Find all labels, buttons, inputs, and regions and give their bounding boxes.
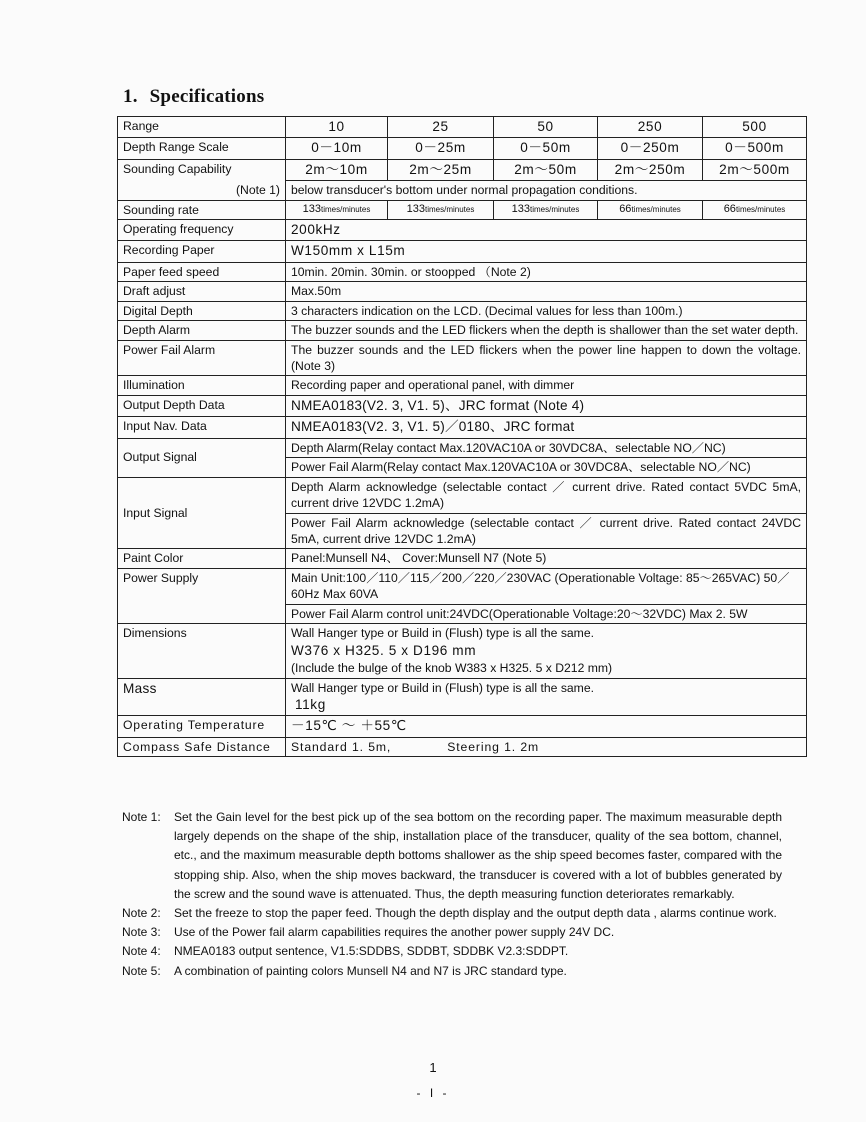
table-row xyxy=(118,376,807,395)
row-note-label: (Note 1) xyxy=(118,181,286,200)
table-cell: Depth Alarm(Relay contact Max.120VAC10A or 30VDC8A、selectable NO／NC) xyxy=(286,438,807,457)
table-row xyxy=(118,321,807,340)
table-row xyxy=(118,200,807,219)
note-label: Note 3: xyxy=(122,925,161,940)
dimensions-line: W376 x H325. 5 x D196 mm xyxy=(291,642,477,658)
table-row xyxy=(118,549,807,568)
note-text: Set the Gain level for the best pick up of the sea bottom on the recording paper. The maximum measurable depth largely depends on the shape of the ship, installation place of the transducer, quality of the sea bottom, channel, etc., and the maximum measurable depth bottoms shallower as the ship speed becomes faster, compared with the stopping ship. Also, when the ship moves backward, the transducer is covered with a lot of bubbles generated by the screw and the sound wave is attenuated. Thus, the depth measuring function deteriorates remarkably. xyxy=(174,810,782,901)
table-cell: 25 xyxy=(388,117,494,138)
row-label: Draft adjust xyxy=(118,282,286,301)
table-row xyxy=(118,241,807,262)
table-cell: Panel:Munsell N4、 Cover:Munsell N7 (Note 5) xyxy=(286,549,807,568)
note-item xyxy=(122,942,782,961)
table-cell: Power Fail Alarm control unit:24VDC(Operationable Voltage:20～32VDC) Max 2. 5W xyxy=(286,604,807,623)
table-row xyxy=(118,282,807,301)
table-cell: 0－500m xyxy=(703,138,807,159)
table-cell: －15℃ ～ ＋55℃ xyxy=(286,716,807,737)
row-label: Paper feed speed xyxy=(118,262,286,281)
table-row xyxy=(118,438,807,457)
table-cell: Power Fail Alarm(Relay contact Max.120VAC10A or 30VDC8A、selectable NO／NC) xyxy=(286,458,807,477)
table-cell: NMEA0183(V2. 3, V1. 5)／0180、JRC format xyxy=(286,417,807,438)
table-row xyxy=(118,477,807,513)
note-item xyxy=(122,904,782,923)
table-cell: 250 xyxy=(598,117,703,138)
note-text: A combination of painting colors Munsell N4 and N7 is JRC standard type. xyxy=(174,963,567,978)
compass-standard: Standard 1. 5m, xyxy=(291,739,392,754)
table-cell: Main Unit:100／110／115／200／220／230VAC (Operationable Voltage: 85～265VAC) 50／60Hz Max 60VA xyxy=(286,568,807,604)
row-label: Dimensions xyxy=(118,624,286,678)
table-cell: W150mm x L15m xyxy=(286,241,807,262)
table-row xyxy=(118,716,807,737)
table-row xyxy=(118,301,807,320)
row-label: Compass Safe Distance xyxy=(118,737,286,756)
table-cell: 2m～500m xyxy=(703,159,807,180)
table-cell: 2m～50m xyxy=(494,159,598,180)
table-cell: 133times/minutes xyxy=(494,200,598,219)
table-row xyxy=(118,678,807,716)
section-title: Specifications xyxy=(149,86,265,107)
row-label: Sounding Capability xyxy=(118,159,286,180)
note-text: Use of the Power fail alarm capabilities requires the another power supply 24V DC. xyxy=(174,925,615,940)
table-row xyxy=(118,262,807,281)
table-cell: 133times/minutes xyxy=(388,200,494,219)
row-label: Recording Paper xyxy=(118,241,286,262)
table-cell: 2m～25m xyxy=(388,159,494,180)
table-cell: Power Fail Alarm acknowledge (selectable contact ／ current drive. Rated contact 24VDC 5mA, current drive 12VDC 1.2mA) xyxy=(286,513,807,549)
table-cell: below transducer's bottom under normal propagation conditions. xyxy=(286,181,807,200)
table-cell xyxy=(286,678,807,716)
row-label: Operating Temperature xyxy=(118,716,286,737)
page-number: 1 xyxy=(429,1060,437,1075)
table-row xyxy=(118,138,807,159)
table-cell: 10min. 20min. 30min. or stoopped （Note 2) xyxy=(286,262,807,281)
note-item xyxy=(122,923,782,942)
table-cell: 0－10m xyxy=(286,138,388,159)
row-label: Depth Alarm xyxy=(118,321,286,340)
dimensions-line: (Include the bulge of the knob W383 x H325. 5 x D212 mm) xyxy=(291,661,613,676)
note-text: NMEA0183 output sentence, V1.5:SDDBS, SDDBT, SDDBK V2.3:SDDPT. xyxy=(174,944,569,959)
table-row xyxy=(118,181,807,200)
note-label: Note 5: xyxy=(122,963,161,978)
note-label: Note 1: xyxy=(122,810,161,824)
note-text: Set the freeze to stop the paper feed. Though the depth display and the output depth data , alarms continue work. xyxy=(174,906,777,921)
table-row xyxy=(118,340,807,376)
table-cell: 0－25m xyxy=(388,138,494,159)
note-label: Note 2: xyxy=(122,906,161,921)
table-cell: 66times/minutes xyxy=(703,200,807,219)
table-cell: NMEA0183(V2. 3, V1. 5)、JRC format (Note 4) xyxy=(286,395,807,416)
table-row xyxy=(118,624,807,678)
table-row xyxy=(118,117,807,138)
row-label: Paint Color xyxy=(118,549,286,568)
row-label: Sounding rate xyxy=(118,200,286,219)
row-label: Mass xyxy=(118,678,286,716)
table-row xyxy=(118,159,807,180)
note-item xyxy=(122,808,782,904)
table-cell: 66times/minutes xyxy=(598,200,703,219)
row-label: Input Signal xyxy=(118,477,286,549)
table-cell: Depth Alarm acknowledge (selectable contact ／ current drive. Rated contact 5VDC 5mA, current drive 12VDC 1.2mA) xyxy=(286,477,807,513)
row-label: Operating frequency xyxy=(118,219,286,240)
table-row xyxy=(118,219,807,240)
mass-line: 11kg xyxy=(295,697,326,713)
table-cell: 2m～10m xyxy=(286,159,388,180)
row-label: Output Signal xyxy=(118,438,286,477)
table-cell: Max.50m xyxy=(286,282,807,301)
note-label: Note 4: xyxy=(122,944,161,959)
dimensions-line: Wall Hanger type or Build in (Flush) type is all the same. xyxy=(291,626,595,641)
table-row xyxy=(118,417,807,438)
table-cell: The buzzer sounds and the LED flickers when the depth is shallower than the set water depth. xyxy=(286,321,807,340)
table-cell: 0－250m xyxy=(598,138,703,159)
table-cell: Recording paper and operational panel, with dimmer xyxy=(286,376,807,395)
row-label: Range xyxy=(118,117,286,138)
table-row xyxy=(118,568,807,604)
notes xyxy=(122,808,782,981)
table-cell: 2m～250m xyxy=(598,159,703,180)
table-cell: 0－50m xyxy=(494,138,598,159)
row-label: Power Supply xyxy=(118,568,286,623)
table-cell xyxy=(286,737,807,756)
row-label: Illumination xyxy=(118,376,286,395)
table-cell: 200kHz xyxy=(286,219,807,240)
table-cell: 50 xyxy=(494,117,598,138)
note-item xyxy=(122,962,782,981)
section-number: 1. xyxy=(123,86,138,107)
compass-steering: Steering 1. 2m xyxy=(447,739,540,754)
row-label: Digital Depth xyxy=(118,301,286,320)
row-label: Power Fail Alarm xyxy=(118,340,286,376)
table-cell xyxy=(286,624,807,678)
spec-table xyxy=(117,116,807,757)
table-cell: The buzzer sounds and the LED flickers when the power line happen to down the voltage. (Note 3) xyxy=(286,340,807,376)
row-label: Input Nav. Data xyxy=(118,417,286,438)
row-label: Depth Range Scale xyxy=(118,138,286,159)
table-cell: 3 characters indication on the LCD. (Decimal values for less than 100m.) xyxy=(286,301,807,320)
table-cell: 133times/minutes xyxy=(286,200,388,219)
table-cell: 10 xyxy=(286,117,388,138)
table-row xyxy=(118,737,807,756)
page-sub-number: - I - xyxy=(416,1086,450,1100)
table-cell: 500 xyxy=(703,117,807,138)
page-title xyxy=(123,86,276,108)
row-label: Output Depth Data xyxy=(118,395,286,416)
table-row xyxy=(118,395,807,416)
mass-line: Wall Hanger type or Build in (Flush) type is all the same. xyxy=(291,680,595,695)
